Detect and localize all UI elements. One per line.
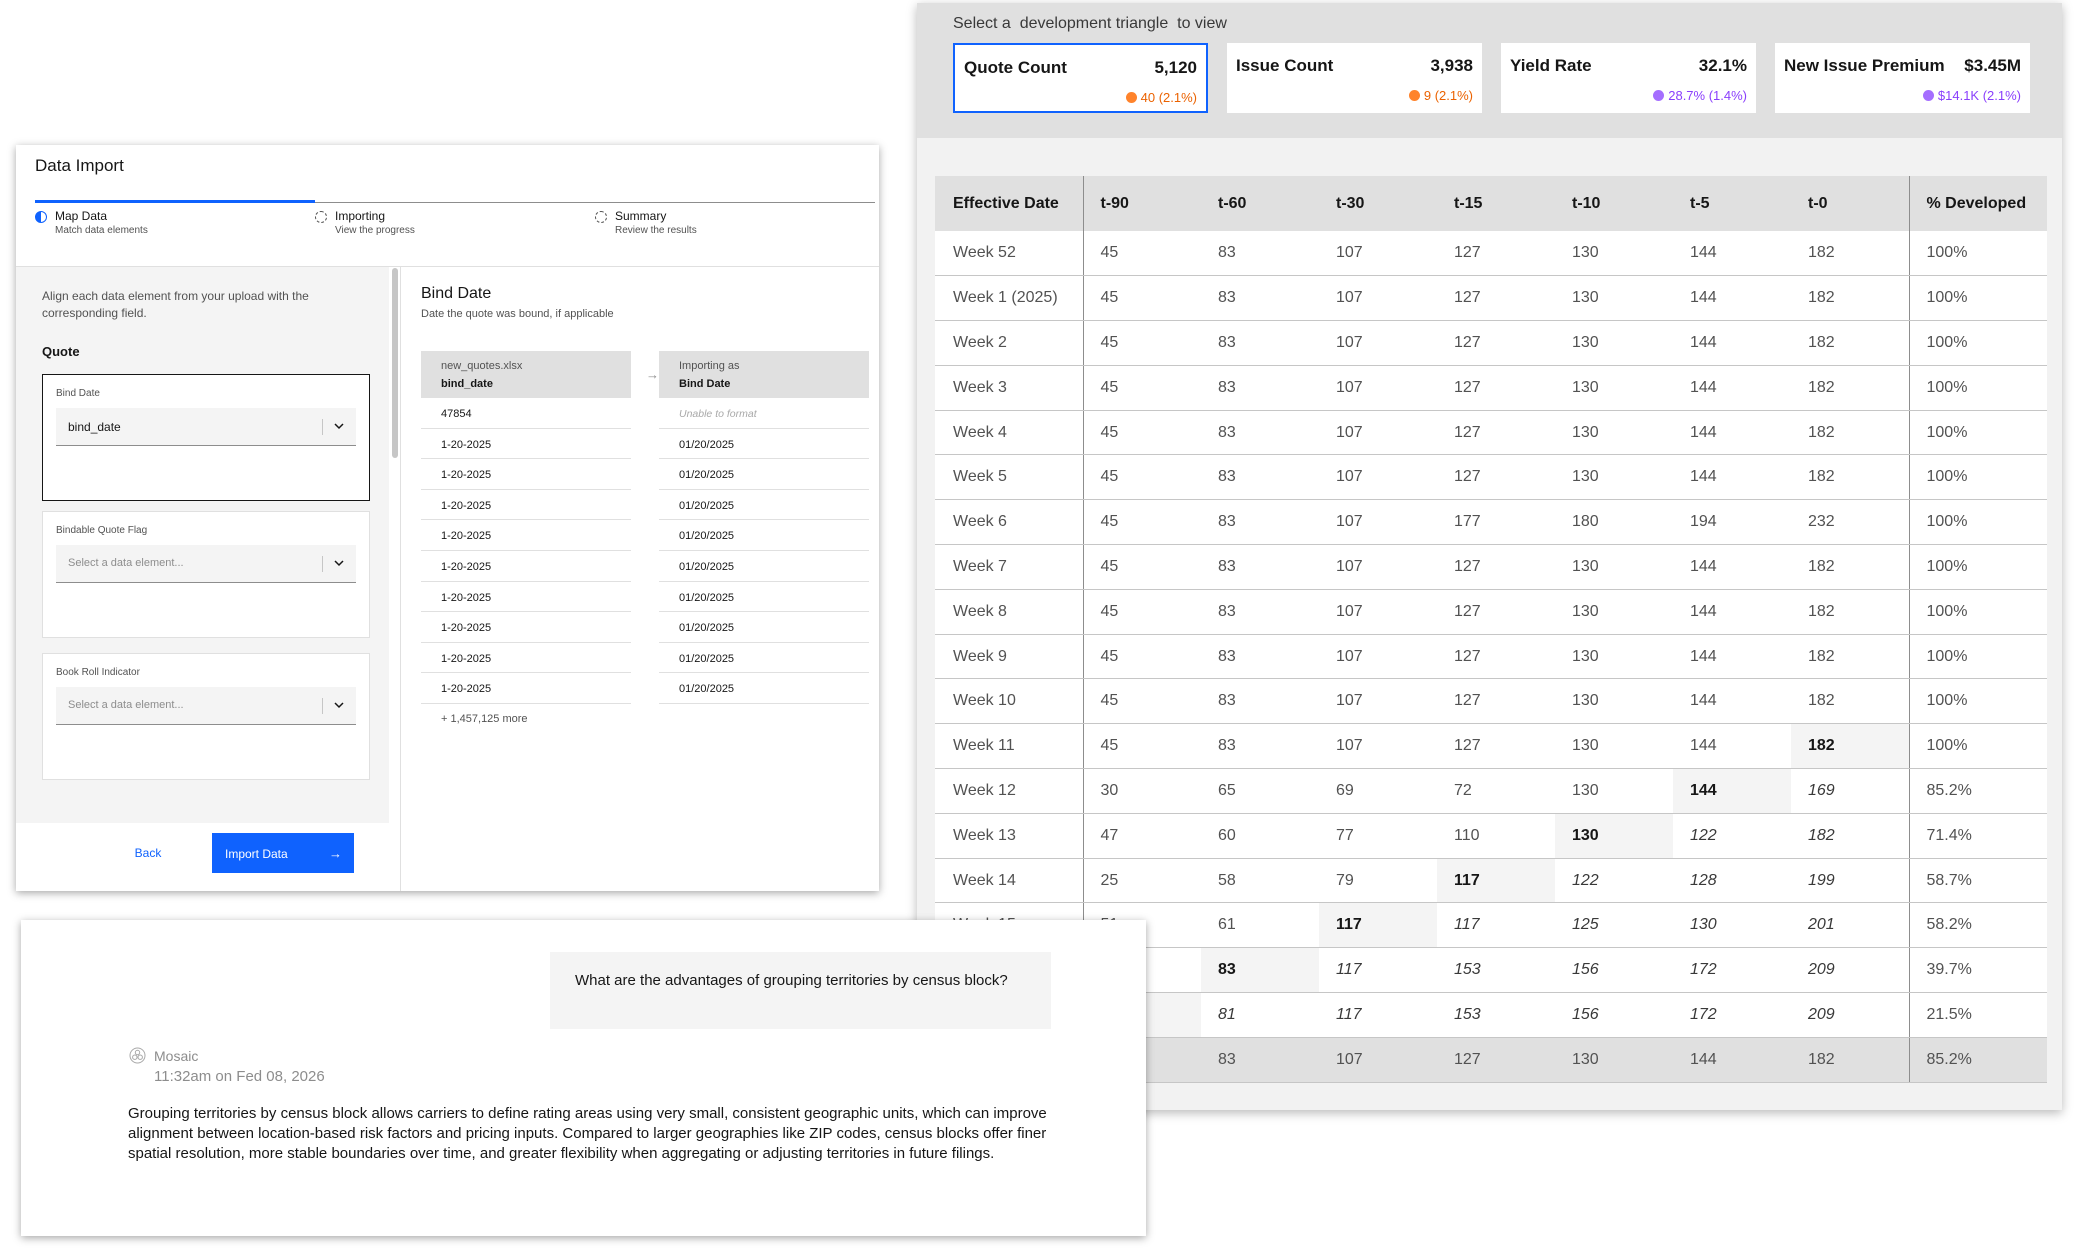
kpi-value: 3,938 — [1430, 56, 1473, 75]
table-cell: 127 — [1437, 1037, 1555, 1082]
table-cell: 130 — [1555, 634, 1673, 679]
arrow-right-icon: → — [329, 846, 342, 861]
data-element-dropdown[interactable] — [56, 408, 356, 446]
table-cell: 182 — [1791, 724, 1909, 769]
table-cell: 156 — [1555, 948, 1673, 993]
source-value-cell: 1-20-2025 — [421, 490, 631, 521]
table-cell: 182 — [1791, 813, 1909, 858]
source-value-cell: 1-20-2025 — [421, 520, 631, 551]
table-cell: 71.4% — [1909, 813, 2047, 858]
table-cell: 100% — [1909, 724, 2047, 769]
table-cell: 100% — [1909, 365, 2047, 410]
table-cell: 83 — [1201, 679, 1319, 724]
table-cell: 58 — [1201, 858, 1319, 903]
row-label: Week 6 — [935, 500, 1083, 545]
target-value-cell: 01/20/2025 — [659, 643, 869, 674]
table-cell: 77 — [1319, 813, 1437, 858]
column-header[interactable]: t-10 — [1555, 176, 1673, 231]
dropdown-placeholder: Select a data element... — [68, 699, 184, 711]
table-row — [935, 724, 2047, 769]
table-cell: 182 — [1791, 679, 1909, 724]
column-header[interactable]: t-0 — [1791, 176, 1909, 231]
column-header[interactable]: t-5 — [1673, 176, 1791, 231]
table-cell: 144 — [1673, 1037, 1791, 1082]
table-cell: 182 — [1791, 231, 1909, 276]
table-cell: 182 — [1791, 1037, 1909, 1082]
table-cell: 172 — [1673, 948, 1791, 993]
step-label: Summary — [615, 209, 667, 223]
table-cell: 144 — [1673, 410, 1791, 455]
table-cell: 199 — [1791, 858, 1909, 903]
delta-dot-icon — [1653, 90, 1664, 101]
source-value-cell: 1-20-2025 — [421, 612, 631, 643]
table-cell: 177 — [1437, 500, 1555, 545]
step-map-data[interactable] — [35, 200, 315, 246]
table-cell: 117 — [1437, 858, 1555, 903]
table-cell: 144 — [1673, 634, 1791, 679]
table-cell: 130 — [1555, 321, 1673, 366]
table-row — [935, 813, 2047, 858]
table-cell: 209 — [1791, 948, 1909, 993]
step-description: Review the results — [615, 225, 697, 236]
table-cell: 107 — [1319, 455, 1437, 500]
row-label: Week 1 (2025) — [935, 276, 1083, 321]
kpi-label: New Issue Premium — [1784, 56, 1945, 75]
table-cell: 127 — [1437, 321, 1555, 366]
table-cell: 45 — [1083, 365, 1201, 410]
table-cell: 107 — [1319, 321, 1437, 366]
table-cell: 45 — [1083, 321, 1201, 366]
table-cell: 45 — [1083, 500, 1201, 545]
table-cell: 81 — [1201, 993, 1319, 1038]
kpi-delta: 28.7% (1.4%) — [1653, 88, 1747, 103]
target-value-cell: 01/20/2025 — [659, 582, 869, 613]
kpi-card-yield-rate[interactable] — [1501, 43, 1756, 113]
table-row — [935, 589, 2047, 634]
table-cell: 30 — [1083, 769, 1201, 814]
table-cell: 130 — [1555, 276, 1673, 321]
source-value-cell: 1-20-2025 — [421, 673, 631, 704]
source-column-name: bind_date — [441, 378, 493, 390]
target-value-cell: 01/20/2025 — [659, 551, 869, 582]
table-cell: 79 — [1319, 858, 1437, 903]
table-cell: 180 — [1555, 500, 1673, 545]
step-pending-icon — [595, 211, 607, 223]
arrow-right-icon: → — [646, 367, 659, 382]
kpi-value: $3.45M — [1964, 56, 2021, 75]
table-cell: 100% — [1909, 500, 2047, 545]
table-cell: 107 — [1319, 365, 1437, 410]
row-label: Week 13 — [935, 813, 1083, 858]
table-cell: 83 — [1201, 321, 1319, 366]
triangle-prompt: Select a development triangle to view — [953, 15, 1227, 32]
field-label: Bind Date — [56, 388, 100, 399]
field-mapping-list — [16, 267, 389, 891]
table-cell: 107 — [1319, 545, 1437, 590]
table-cell: 172 — [1673, 993, 1791, 1038]
table-cell: 83 — [1201, 500, 1319, 545]
field-label: Book Roll Indicator — [56, 667, 140, 678]
table-cell: 39.7% — [1909, 948, 2047, 993]
delta-dot-icon — [1409, 90, 1420, 101]
divider — [400, 267, 401, 891]
table-cell: 144 — [1673, 769, 1791, 814]
table-row — [935, 365, 2047, 410]
table-cell: 144 — [1673, 321, 1791, 366]
source-column-header — [421, 351, 631, 398]
table-cell: 144 — [1673, 589, 1791, 634]
table-cell: 130 — [1555, 455, 1673, 500]
step-label: Map Data — [55, 209, 108, 223]
table-cell: 58.2% — [1909, 903, 2047, 948]
table-cell: 100% — [1909, 634, 2047, 679]
table-row — [935, 276, 2047, 321]
more-rows-count: + 1,457,125 more — [441, 713, 528, 725]
table-cell: 45 — [1083, 724, 1201, 769]
table-cell: 83 — [1201, 455, 1319, 500]
back-button[interactable]: Back — [134, 846, 162, 860]
target-column-header — [659, 351, 869, 398]
table-cell: 45 — [1083, 231, 1201, 276]
field-tile-bind-date[interactable] — [42, 374, 370, 501]
table-cell: 107 — [1319, 634, 1437, 679]
table-cell: 65 — [1201, 769, 1319, 814]
table-cell: 100% — [1909, 231, 2047, 276]
table-row — [935, 545, 2047, 590]
row-label: Week 12 — [935, 769, 1083, 814]
delta-dot-icon — [1126, 92, 1137, 103]
table-cell: 182 — [1791, 455, 1909, 500]
user-message-text: What are the advantages of grouping territories by census block? — [575, 972, 1008, 989]
user-message — [550, 952, 1051, 1029]
table-cell: 182 — [1791, 321, 1909, 366]
table-cell: 201 — [1791, 903, 1909, 948]
table-header-row — [935, 176, 2047, 231]
column-header[interactable]: t-30 — [1319, 176, 1437, 231]
table-cell: 232 — [1791, 500, 1909, 545]
table-cell: 83 — [1201, 365, 1319, 410]
table-cell: 144 — [1673, 724, 1791, 769]
column-header[interactable]: t-60 — [1201, 176, 1319, 231]
import-data-button[interactable] — [212, 833, 354, 873]
table-row — [935, 858, 2047, 903]
target-caption: Importing as — [679, 360, 740, 372]
table-cell: 117 — [1319, 993, 1437, 1038]
table-cell: 130 — [1555, 410, 1673, 455]
table-cell: 45 — [1083, 455, 1201, 500]
row-label: Week 10 — [935, 679, 1083, 724]
table-cell: 100% — [1909, 545, 2047, 590]
step-description: View the progress — [335, 225, 415, 236]
table-cell: 107 — [1319, 276, 1437, 321]
table-cell: 127 — [1437, 545, 1555, 590]
table-cell: 107 — [1319, 679, 1437, 724]
table-cell: 100% — [1909, 455, 2047, 500]
row-label: Week 4 — [935, 410, 1083, 455]
table-cell: 100% — [1909, 589, 2047, 634]
step-summary[interactable] — [595, 202, 875, 248]
table-cell: 127 — [1437, 455, 1555, 500]
row-label: Week 52 — [935, 231, 1083, 276]
target-value-cell: 01/20/2025 — [659, 520, 869, 551]
table-row — [935, 679, 2047, 724]
table-cell: 83 — [1201, 724, 1319, 769]
table-cell: 25 — [1083, 858, 1201, 903]
row-label: Week 14 — [935, 858, 1083, 903]
table-cell: 122 — [1555, 858, 1673, 903]
data-element-dropdown[interactable] — [56, 687, 356, 725]
table-cell: 83 — [1201, 231, 1319, 276]
table-cell: 130 — [1555, 769, 1673, 814]
table-cell: 100% — [1909, 410, 2047, 455]
table-cell: 127 — [1437, 724, 1555, 769]
table-cell: 117 — [1437, 903, 1555, 948]
table-row — [935, 634, 2047, 679]
table-cell: 45 — [1083, 679, 1201, 724]
table-cell: 60 — [1201, 813, 1319, 858]
triangle-header — [917, 3, 2062, 138]
divider — [322, 698, 323, 714]
table-cell: 45 — [1083, 410, 1201, 455]
table-cell: 83 — [1201, 545, 1319, 590]
source-value-cell: 1-20-2025 — [421, 459, 631, 490]
table-cell: 100% — [1909, 679, 2047, 724]
target-field-name: Bind Date — [679, 378, 731, 390]
source-value-cell: 1-20-2025 — [421, 551, 631, 582]
chevron-down-icon — [332, 698, 346, 712]
table-cell: 107 — [1319, 500, 1437, 545]
table-cell: 156 — [1555, 993, 1673, 1038]
source-value-cell: 1-20-2025 — [421, 582, 631, 613]
kpi-value: 32.1% — [1698, 56, 1747, 75]
table-cell: 127 — [1437, 634, 1555, 679]
table-cell: 169 — [1791, 769, 1909, 814]
table-cell: 107 — [1319, 724, 1437, 769]
assistant-message-text: Grouping territories by census block allows carriers to define rating areas using very small, consistent geographic units, which can improve alignment between location-based risk factors and pricing inputs. Compared to larger geographies like ZIP codes, census blocks offer finer spatial resolution, more stable boundaries over time, and greater flexibility when aggregating or adjusting territories in future filings. — [128, 1105, 1047, 1162]
table-cell: 83 — [1201, 1037, 1319, 1082]
row-label: Week 11 — [935, 724, 1083, 769]
field-detail-title: Bind Date — [421, 285, 492, 302]
table-row — [935, 321, 2047, 366]
table-cell: 144 — [1673, 365, 1791, 410]
step-progress-icon — [35, 211, 47, 223]
table-cell: 107 — [1319, 410, 1437, 455]
table-cell: 144 — [1673, 231, 1791, 276]
kpi-label: Yield Rate — [1510, 56, 1592, 75]
table-cell: 182 — [1791, 365, 1909, 410]
target-value-cell: 01/20/2025 — [659, 429, 869, 460]
table-row — [935, 231, 2047, 276]
assistant-name: Mosaic — [154, 1048, 199, 1064]
mapping-instructions: Align each data element from your upload with the corresponding field. — [42, 289, 309, 320]
button-label: Import Data — [225, 847, 288, 861]
source-value-cell: 47854 — [421, 398, 631, 429]
row-label: Week 3 — [935, 365, 1083, 410]
chat-panel — [21, 920, 1146, 1236]
data-element-dropdown[interactable] — [56, 545, 356, 583]
table-cell: 47 — [1083, 813, 1201, 858]
table-cell: 130 — [1555, 724, 1673, 769]
table-cell: 127 — [1437, 231, 1555, 276]
divider — [322, 419, 323, 435]
row-label: Week 5 — [935, 455, 1083, 500]
table-row — [935, 500, 2047, 545]
table-cell: 117 — [1319, 948, 1437, 993]
section-heading: Quote — [42, 344, 80, 359]
field-tile-bindable-quote-flag[interactable] — [42, 511, 370, 638]
table-cell: 83 — [1201, 410, 1319, 455]
table-cell: 69 — [1319, 769, 1437, 814]
column-header[interactable]: t-15 — [1437, 176, 1555, 231]
table-cell: 107 — [1319, 589, 1437, 634]
table-cell: 182 — [1791, 276, 1909, 321]
chevron-down-icon — [332, 419, 346, 433]
table-cell: 83 — [1201, 589, 1319, 634]
table-cell: 45 — [1083, 589, 1201, 634]
table-cell: 45 — [1083, 545, 1201, 590]
step-pending-icon — [315, 211, 327, 223]
table-cell: 61 — [1201, 903, 1319, 948]
row-label: Week 2 — [935, 321, 1083, 366]
table-cell: 110 — [1437, 813, 1555, 858]
mosaic-logo-icon — [129, 1047, 146, 1064]
format-error-cell: Unable to format — [659, 398, 869, 429]
modal-footer — [16, 823, 389, 891]
divider — [322, 556, 323, 572]
dropdown-value: bind_date — [68, 420, 121, 434]
column-header[interactable]: t-90 — [1083, 176, 1201, 231]
step-importing[interactable] — [315, 202, 595, 248]
message-timestamp: 11:32am on Fed 08, 2026 — [154, 1068, 325, 1085]
table-cell: 117 — [1319, 903, 1437, 948]
modal-title: Data Import — [35, 156, 124, 175]
table-cell: 107 — [1319, 1037, 1437, 1082]
table-cell: 127 — [1437, 679, 1555, 724]
kpi-value: 5,120 — [1154, 58, 1197, 77]
table-cell: 83 — [1201, 276, 1319, 321]
kpi-delta: $14.1K (2.1%) — [1923, 88, 2021, 103]
table-cell: 21.5% — [1909, 993, 2047, 1038]
kpi-label: Issue Count — [1236, 56, 1334, 75]
table-cell: 144 — [1673, 276, 1791, 321]
kpi-delta: 9 (2.1%) — [1409, 88, 1473, 103]
table-cell: 83 — [1201, 634, 1319, 679]
field-detail-description: Date the quote was bound, if applicable — [421, 308, 614, 320]
table-cell: 45 — [1083, 276, 1201, 321]
table-cell: 125 — [1555, 903, 1673, 948]
table-cell: 182 — [1791, 545, 1909, 590]
table-cell: 45 — [1083, 634, 1201, 679]
kpi-card-quote-count[interactable] — [953, 43, 1208, 113]
table-cell: 100% — [1909, 321, 2047, 366]
table-cell: 127 — [1437, 410, 1555, 455]
table-cell: 153 — [1437, 948, 1555, 993]
column-header[interactable]: Effective Date — [935, 176, 1083, 231]
source-file-name: new_quotes.xlsx — [441, 360, 523, 372]
table-cell: 107 — [1319, 231, 1437, 276]
kpi-label: Quote Count — [964, 58, 1067, 77]
table-cell: 130 — [1673, 903, 1791, 948]
table-cell: 144 — [1673, 545, 1791, 590]
target-value-cell: 01/20/2025 — [659, 490, 869, 521]
table-cell: 130 — [1555, 1037, 1673, 1082]
table-cell: 127 — [1437, 589, 1555, 634]
table-row — [935, 455, 2047, 500]
row-label: Week 8 — [935, 589, 1083, 634]
table-cell: 182 — [1791, 410, 1909, 455]
chevron-down-icon — [332, 556, 346, 570]
target-column-preview — [659, 351, 869, 704]
column-header[interactable]: % Developed — [1909, 176, 2047, 231]
table-row — [935, 410, 2047, 455]
table-cell: 182 — [1791, 589, 1909, 634]
table-cell: 182 — [1791, 634, 1909, 679]
table-cell: 127 — [1437, 365, 1555, 410]
kpi-card-issue-count[interactable] — [1227, 43, 1482, 113]
dropdown-placeholder: Select a data element... — [68, 557, 184, 569]
table-cell: 130 — [1555, 679, 1673, 724]
table-cell: 130 — [1555, 365, 1673, 410]
target-value-cell: 01/20/2025 — [659, 459, 869, 490]
step-description: Match data elements — [55, 225, 148, 236]
table-cell: 194 — [1673, 500, 1791, 545]
table-cell: 72 — [1437, 769, 1555, 814]
source-column-preview — [421, 351, 631, 704]
target-value-cell: 01/20/2025 — [659, 612, 869, 643]
scrollbar[interactable] — [392, 268, 398, 458]
kpi-delta: 40 (2.1%) — [1126, 90, 1197, 105]
delta-dot-icon — [1923, 90, 1934, 101]
table-cell: 209 — [1791, 993, 1909, 1038]
target-value-cell: 01/20/2025 — [659, 673, 869, 704]
table-cell: 127 — [1437, 276, 1555, 321]
table-cell: 144 — [1673, 455, 1791, 500]
table-cell: 85.2% — [1909, 1037, 2047, 1082]
field-tile-book-roll-indicator[interactable] — [42, 653, 370, 780]
table-cell: 130 — [1555, 813, 1673, 858]
table-cell: 122 — [1673, 813, 1791, 858]
step-label: Importing — [335, 209, 386, 223]
source-value-cell: 1-20-2025 — [421, 643, 631, 674]
kpi-card-new-issue-premium[interactable] — [1775, 43, 2030, 113]
table-cell: 128 — [1673, 858, 1791, 903]
table-row — [935, 769, 2047, 814]
table-cell: 130 — [1555, 545, 1673, 590]
table-cell: 85.2% — [1909, 769, 2047, 814]
field-label: Bindable Quote Flag — [56, 525, 148, 536]
table-cell: 144 — [1673, 679, 1791, 724]
data-import-modal — [16, 145, 879, 891]
table-cell: 83 — [1201, 948, 1319, 993]
table-cell: 100% — [1909, 276, 2047, 321]
row-label: Week 7 — [935, 545, 1083, 590]
table-cell: 130 — [1555, 231, 1673, 276]
table-cell: 130 — [1555, 589, 1673, 634]
source-value-cell: 1-20-2025 — [421, 429, 631, 460]
table-cell: 58.7% — [1909, 858, 2047, 903]
table-cell: 153 — [1437, 993, 1555, 1038]
row-label: Week 9 — [935, 634, 1083, 679]
